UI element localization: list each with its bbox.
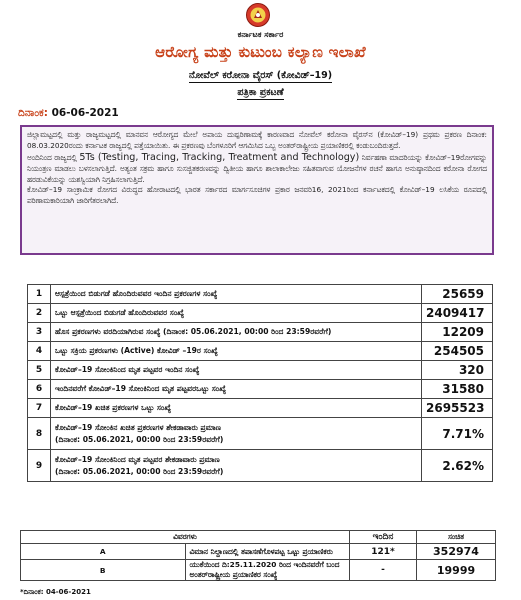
row-total: 19999 [417,560,496,581]
row-description: ವಿಮಾನ ನಿಲ್ದಾಣದಲ್ಲಿ ತಪಾಸಣೆಗೊಳಪಟ್ಟ ಒಟ್ಟು ಪ್ರಯಾಣಿಕರು [185,544,350,560]
table-row [28,285,493,304]
row-today: - [350,560,417,581]
row-value: 7.71% [422,418,493,450]
row-number: 1 [28,285,51,304]
table-row [28,380,493,399]
row-description: ಕೋವಿಡ್–19 ಸೋಂಕಿನಿಂದ ಮೃತ ಪಟ್ಟವರ ಇಂದಿನ ಸಂಖ್ಯೆ [51,361,422,380]
row-description: ಕೋವಿಡ್–19 ಸೋಂಕಿನ ಖಚಿತ ಪ್ರಕರಣಗಳ ಶೇಕಡಾವಾರು ಪ್ರಮಾಣ (ದಿನಾಂಕ: 05.06.2021, 00:00 ರಿಂದ 23:59ರವರೆಗೆ) [51,418,422,450]
press-release-heading: ಪತ್ರಿಕಾ ಪ್ರಕಟಣೆ [237,87,284,98]
row-number: 9 [28,450,51,482]
row-number: 6 [28,380,51,399]
subtitle: ನೋವೆಲ್ ಕರೋನಾ ವೈರಸ್ (ಕೋವಿಡ್–19) [188,70,333,81]
table-row [28,342,493,361]
government-name: ಕರ್ನಾಟಕ ಸರ್ಕಾರ [237,30,284,39]
row-value: 254505 [422,342,493,361]
table-row [28,418,493,450]
row-description: ಒಟ್ಟು ಸಕ್ರಿಯ ಪ್ರಕರಣಗಳು (Active) ಕೋವಿಡ್ –19ರ ಸಂಖ್ಯೆ [51,342,422,361]
table-row [28,323,493,342]
row-date-range: (ದಿನಾಂಕ: 05.06.2021, 00:00 ರಿಂದ 23:59ರವರೆಗೆ) [55,466,224,476]
row-description: ಕೋವಿಡ್–19 ಸೋಂಕಿನಿಂದ ಮೃತ ಪಟ್ಟವರ ಶೇಕಡಾವಾರು ಪ್ರಮಾಣ (ದಿನಾಂಕ: 05.06.2021, 00:00 ರಿಂದ 23:59ರವರೆಗೆ) [51,450,422,482]
table-row [28,450,493,482]
row-description: ಇಂದಿನವರೆಗೆ ಕೋವಿಡ್–19 ಸೋಂಕಿನಿಂದ ಮೃತ ಪಟ್ಟವರಒಟ್ಟು ಸಂಖ್ಯೆ [51,380,422,399]
row-key: B [21,560,186,581]
row-date-range: (ದಿನಾಂಕ: 05.06.2021, 00:00 ರಿಂದ 23:59ರವರೆಗೆ) [55,434,224,444]
department-title: ಆರೋಗ್ಯ ಮತ್ತು ಕುಟುಂಬ ಕಲ್ಯಾಣ ಇಲಾಖೆ [155,43,366,61]
row-value: 12209 [422,323,493,342]
header-total: ಸಂಚಿತ [417,531,496,544]
row-description: ಆಸ್ಪತ್ರೆಯಿಂದ ಬಿಡುಗಡೆ ಹೊಂದಿರುವವರ ಇಂದಿನ ಪ್ರಕರಣಗಳ ಸಂಖ್ಯೆ [51,285,422,304]
table-row [28,399,493,418]
row-number: 2 [28,304,51,323]
row-description: ಯುಕೆಯಿಂದ ದಿ:25.11.2020 ರಿಂದ ಇಂದಿನವರೆಗೆ ಬಂದ ಅಂತರ್‌ರಾಷ್ಟ್ರೀಯ ಪ್ರಯಾಣಿಕರ ಸಂಖ್ಯೆ [185,560,350,581]
table-row [28,361,493,380]
government-emblem-icon [245,2,271,28]
row-key: A [21,544,186,560]
row-value: 31580 [422,380,493,399]
row-value: 2409417 [422,304,493,323]
intro-box [20,125,494,255]
row-description: ಹೊಸ ಪ್ರಕರಣಗಳು ವರದಿಯಾಗಿರುವ ಸಂಖ್ಯೆ (ದಿನಾಂಕ: 05.06.2021, 00:00 ರಿಂದ 23:59ರವರೆಗೆ) [51,323,422,342]
intro-paragraph-3: ಕೋವಿಡ್–19 ಸಾಂಕ್ರಾಮಿಕ ರೋಗದ ವಿರುದ್ಧದ ಹೋರಾಟದಲ್ಲಿ ಭಾರತ ಸರ್ಕಾರದ ಮಾರ್ಗಸೂಚಿಗಳ ಪ್ರಕಾರ ಜನವರಿ16, 2021ರಿಂದ ಕರ್ನಾಟಕದಲ್ಲಿ ಕೋವಿಡ್–19 ಲಸಿಕೆಯ ರೂಪದಲ್ಲಿ ಪರಿಣಾಮಕಾರಿಯಾಗಿ ಜಾರಿಗೆತರಲಾಗಿದೆ. [27,185,487,205]
statistics-table [27,284,493,482]
row-total: 352974 [417,544,496,560]
table-row [28,304,493,323]
travel-table [20,530,496,581]
row-number: 5 [28,361,51,380]
header-today: ಇಂದಿನ [350,531,417,544]
table-header-row [21,531,496,544]
5ts-highlight: 5Ts (Testing, Tracing, Tracking, Treatment and Technology) [79,152,360,164]
table-row [21,544,496,560]
row-number: 4 [28,342,51,361]
footnote: *ದಿನಾಂಕ: 04-06-2021 [20,588,91,596]
row-today: 121* [350,544,417,560]
row-number: 3 [28,323,51,342]
header-details: ವಿವರಗಳು [21,531,350,544]
row-description: ಒಟ್ಟು ಆಸ್ಪತ್ರೆಯಿಂದ ಬಿಡುಗಡೆ ಹೊಂದಿರುವವರ ಸಂಖ್ಯೆ [51,304,422,323]
row-description: ಕೋವಿಡ್–19 ಖಚಿತ ಪ್ರಕರಣಗಳ ಒಟ್ಟು ಸಂಖ್ಯೆ [51,399,422,418]
release-date [18,107,119,120]
row-value: 320 [422,361,493,380]
intro-paragraph-1: ಜಿಲ್ಲಾಮಟ್ಟದಲ್ಲಿ ಮತ್ತು ರಾಜ್ಯಮಟ್ಟದಲ್ಲಿ ಮಾನವನ ಆರೋಗ್ಯದ ಮೇಲೆ ಅಪಾಯ ದುಷ್ಪರಿಣಾಮಕ್ಕೆ ಕಾರಣವಾದ ನೋವೆಲ್ ಕರೋನಾ ವೈರಸ್‌ನ (ಕೋವಿಡ್–19) ಪ್ರಥಮ ಪ್ರಕರಣ ದಿನಾಂಕ: 08.03.2020ರಂದು ಕರ್ನಾಟಕ ರಾಜ್ಯದಲ್ಲಿ ಪತ್ತೆಯಾಯಿತು. ಈ ಪ್ರಕರಣವು ಬೆಂಗಳೂರಿಗೆ ಆಗಮಿಸಿದ ಒಬ್ಬ ಅಂತರ್‌ರಾಷ್ಟ್ರೀಯ ಪ್ರಯಾಣಿಕರಲ್ಲಿ ಕಂಡುಬಂದಿರುತ್ತದೆ. [27,130,487,150]
row-number: 8 [28,418,51,450]
row-number: 7 [28,399,51,418]
table-row [21,560,496,581]
row-value: 25659 [422,285,493,304]
date-label: ದಿನಾಂಕ: [18,107,48,119]
row-value: 2.62% [422,450,493,482]
row-value: 2695523 [422,399,493,418]
intro-paragraph-2: ಅಂದಿನಿಂದ ರಾಜ್ಯದಲ್ಲಿ 5Ts (Testing, Tracing, Tracking, Treatment and Technology) ನಿರ್ವಹಣಾ ಮಾದರಿಯನ್ನು ಕೋವಿಡ್–19ರೋಗವನ್ನು ನಿಯಂತ್ರಣ ಮಾಡಲು ಬಳಸಲಾಗುತ್ತಿದೆ. ಅತ್ಯಂತ ಸಕ್ರಮ ಹಾಗೂ ಸುಸಜ್ಜಿತಕರಣವನ್ನು ದ್ವಿತೀಯ ಹಾಗೂ ಶಾಲಾಕಾಲೇಜು ಸಹಿತವಾಗುವ ಯೋಜನೆಗಳ ರಚನೆ ಹಾಗೂ ಅನುಷ್ಠಾನದಿಂದ ಕರೋನಾ ರೋಗದ ಹರಡುವಿಕೆಯನ್ನು ಯಶಸ್ವಿಯಾಗಿ ನಿಗ್ರಹಿಸಲಾಗುತ್ತಿದೆ. [27,152,487,184]
date-value: 06-06-2021 [51,107,119,119]
